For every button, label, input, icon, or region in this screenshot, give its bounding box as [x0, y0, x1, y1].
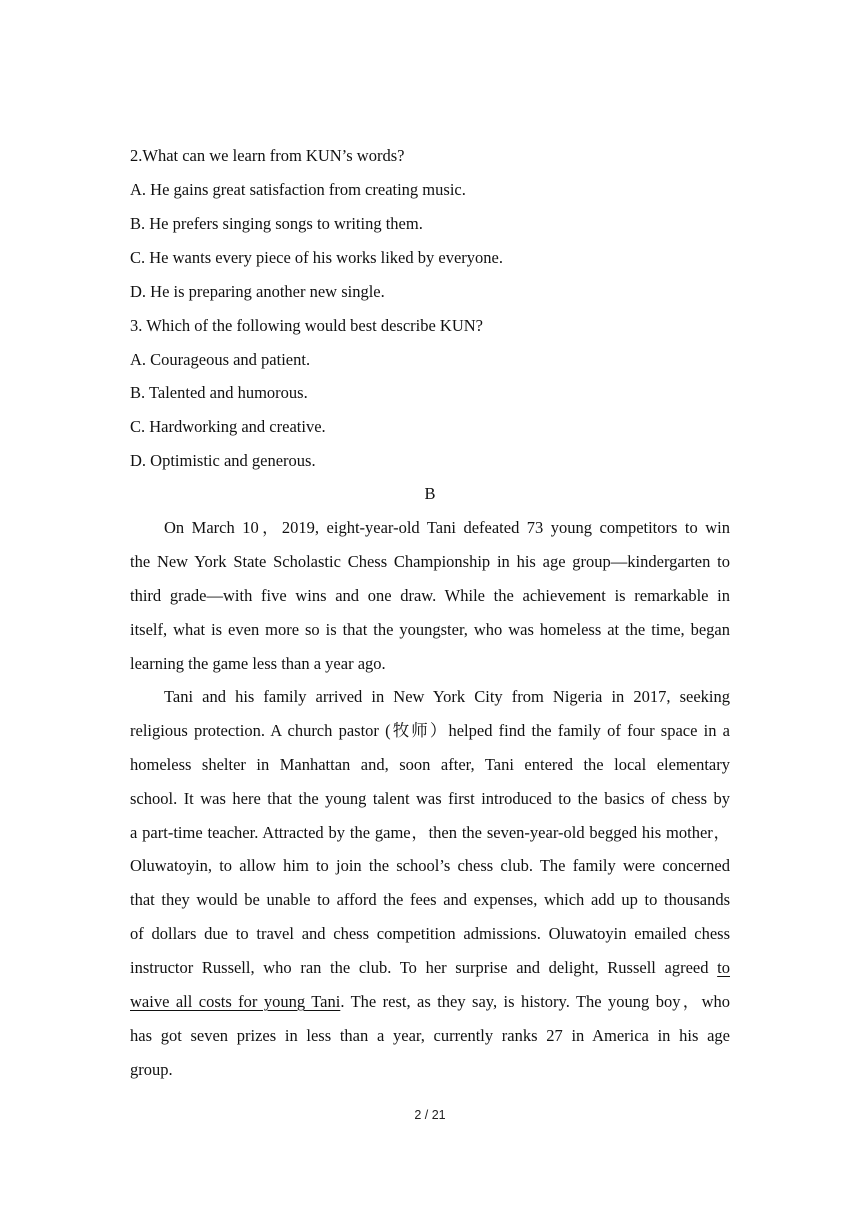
- question-3-option-b: B. Talented and humorous.: [130, 383, 308, 402]
- line-text: . The rest, as they say, is history. The young boy，who: [340, 992, 730, 1011]
- paragraph-2-line: homeless shelter in Manhattan and, soon after, Tani entered the local elementary: [130, 755, 730, 774]
- question-2-option-c: C. He wants every piece of his works liked by everyone.: [130, 248, 503, 267]
- question-2-option-d: D. He is preparing another new single.: [130, 282, 385, 301]
- paragraph-2-line: of dollars due to travel and chess competition admissions. Oluwatoyin emailed chess: [130, 924, 730, 943]
- question-3-option-a: A. Courageous and patient.: [130, 350, 311, 369]
- question-3-stem: 3. Which of the following would best describe KUN?: [130, 316, 483, 335]
- paragraph-1-line: third grade—with five wins and one draw. While the achievement is remarkable in: [130, 586, 730, 605]
- paragraph-1-line: learning the game less than a year ago.: [130, 654, 386, 673]
- question-3-option-d: D. Optimistic and generous.: [130, 451, 316, 470]
- line-text: instructor Russell, who ran the club. To her surprise and delight, Russell agreed: [130, 958, 718, 977]
- question-2-option-a: A. He gains great satisfaction from creating music.: [130, 180, 466, 199]
- paragraph-1-line: the New York State Scholastic Chess Championship in his age group—kindergarten to: [130, 552, 730, 571]
- paragraph-2-line: group.: [130, 1060, 173, 1079]
- question-2-option-b: B. He prefers singing songs to writing them.: [130, 214, 423, 233]
- page-number: 2 / 21: [414, 1108, 446, 1122]
- underlined-phrase: waive all costs for young Tani: [130, 992, 341, 1011]
- paragraph-2-line: has got seven prizes in less than a year, currently ranks 27 in America in his age: [130, 1026, 730, 1045]
- paragraph-2-line: that they would be unable to afford the fees and expenses, which add up to thousands: [130, 890, 730, 909]
- paragraph-2-line: Oluwatoyin, to allow him to join the school’s chess club. The family were concerned: [130, 856, 730, 875]
- paragraph-2-line: school. It was here that the young talent was first introduced to the basics of chess by: [130, 789, 730, 808]
- paragraph-2-line: [130, 992, 730, 1012]
- question-3-option-c: C. Hardworking and creative.: [130, 417, 326, 436]
- question-2-stem: 2.What can we learn from KUN’s words?: [130, 146, 405, 165]
- paragraph-2-line: [130, 958, 730, 978]
- paragraph-2-line: Tani and his family arrived in New York City from Nigeria in 2017, seeking: [164, 687, 730, 706]
- paragraph-1-line: itself, what is even more so is that the youngster, who was homeless at the time, began: [130, 620, 730, 639]
- section-heading: B: [424, 484, 436, 503]
- paragraph-2-line: a part-time teacher. Attracted by the game，then the seven-year-old begged his mother，: [130, 823, 730, 842]
- underlined-phrase: to: [717, 958, 730, 977]
- paragraph-2-line: religious protection. A church pastor (牧师）helped find the family of four space in a: [130, 721, 730, 740]
- paragraph-1-line: On March 10，2019, eight-year-old Tani defeated 73 young competitors to win: [164, 518, 730, 537]
